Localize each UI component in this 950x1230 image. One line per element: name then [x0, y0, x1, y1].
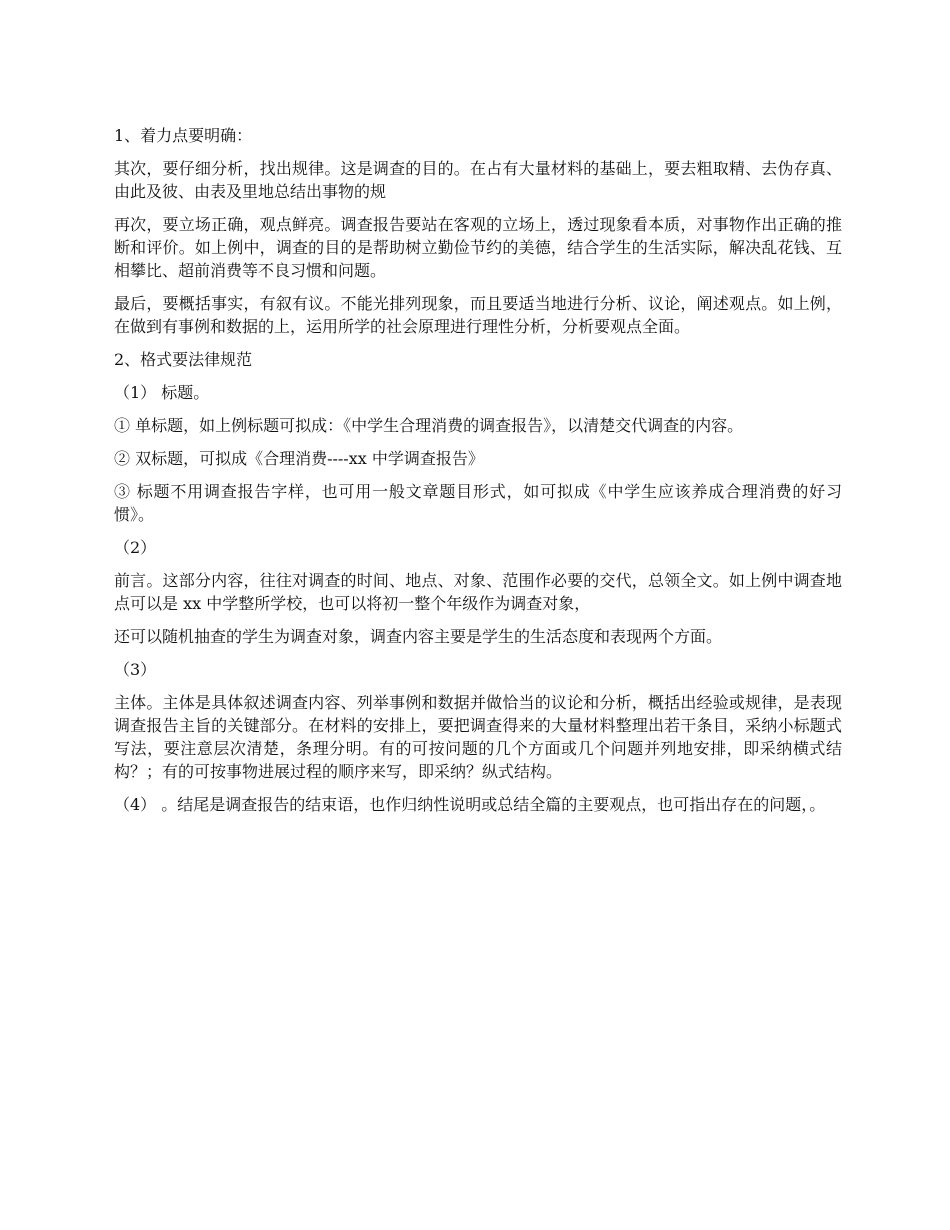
item-double-title: ② 双标题，可拟成《合理消费----xx 中学调查报告》	[114, 449, 484, 468]
document-body	[114, 124, 842, 826]
item-single-title: ① 单标题，如上例标题可拟成：《中学生合理消费的调查报告》，以清楚交代调查的内容。	[114, 416, 744, 435]
item-body-number: （3）	[114, 660, 157, 679]
section-heading-focus: 1、着力点要明确：	[114, 126, 253, 145]
paragraph-preface-continued: 还可以随机抽查的学生为调查对象，调查内容主要是学生的生活态度和表现两个方面。	[114, 627, 723, 646]
paragraph-summary: 最后，要概括事实，有叙有议。不能光排列现象，而且要适当地进行分析、议论，阐述观点。如上例，在做到有事例和数据的上，运用所学的社会原理进行理性分析，分析要观点全面。	[114, 294, 842, 336]
paragraph-preface: 前言。这部分内容，往往对调查的时间、地点、对象、范围作必要的交代，总领全文。如上例中调查地点可以是 xx 中学整所学校，也可以将初一整个年级作为调查对象，	[114, 571, 842, 613]
paragraph-stance: 再次，要立场正确，观点鲜亮。调查报告要站在客观的立场上，透过现象看本质，对事物作出正确的推断和评价。如上例中，调查的目的是帮助树立勤俭节约的美德，结合学生的生活实际，解决乱花钱、互相攀比、超前消费等不良习惯和问题。	[114, 215, 842, 280]
item-general-title: ③ 标题不用调查报告字样，也可用一般文章题目形式，如可拟成《中学生应该养成合理消费的好习惯》。	[114, 482, 842, 524]
paragraph-analysis: 其次，要仔细分析，找出规律。这是调查的目的。在占有大量材料的基础上，要去粗取精、去伪存真、由此及彼、由表及里地总结出事物的规	[114, 159, 842, 201]
item-preface-number: （2）	[114, 538, 157, 557]
item-title-heading: （1） 标题。	[114, 383, 210, 402]
paragraph-conclusion: （4） 。结尾是调查报告的结束语，也作归纳性说明或总结全篇的主要观点，也可指出存在的问题，。	[114, 795, 826, 814]
paragraph-body: 主体。主体是具体叙述调查内容、列举事例和数据并做恰当的议论和分析，概括出经验或规律，是表现调查报告主旨的关键部分。在材料的安排上，要把调查得来的大量材料整理出若干条目，采纳小标题式写法，要注意层次清楚，条理分明。有的可按问题的几个方面或几个问题并列地安排，即采纳横式结构？；有的可按事物进展过程的顺序来写，即采纳？纵式结构。	[114, 693, 842, 781]
section-heading-format: 2、格式要法律规范	[114, 350, 253, 369]
